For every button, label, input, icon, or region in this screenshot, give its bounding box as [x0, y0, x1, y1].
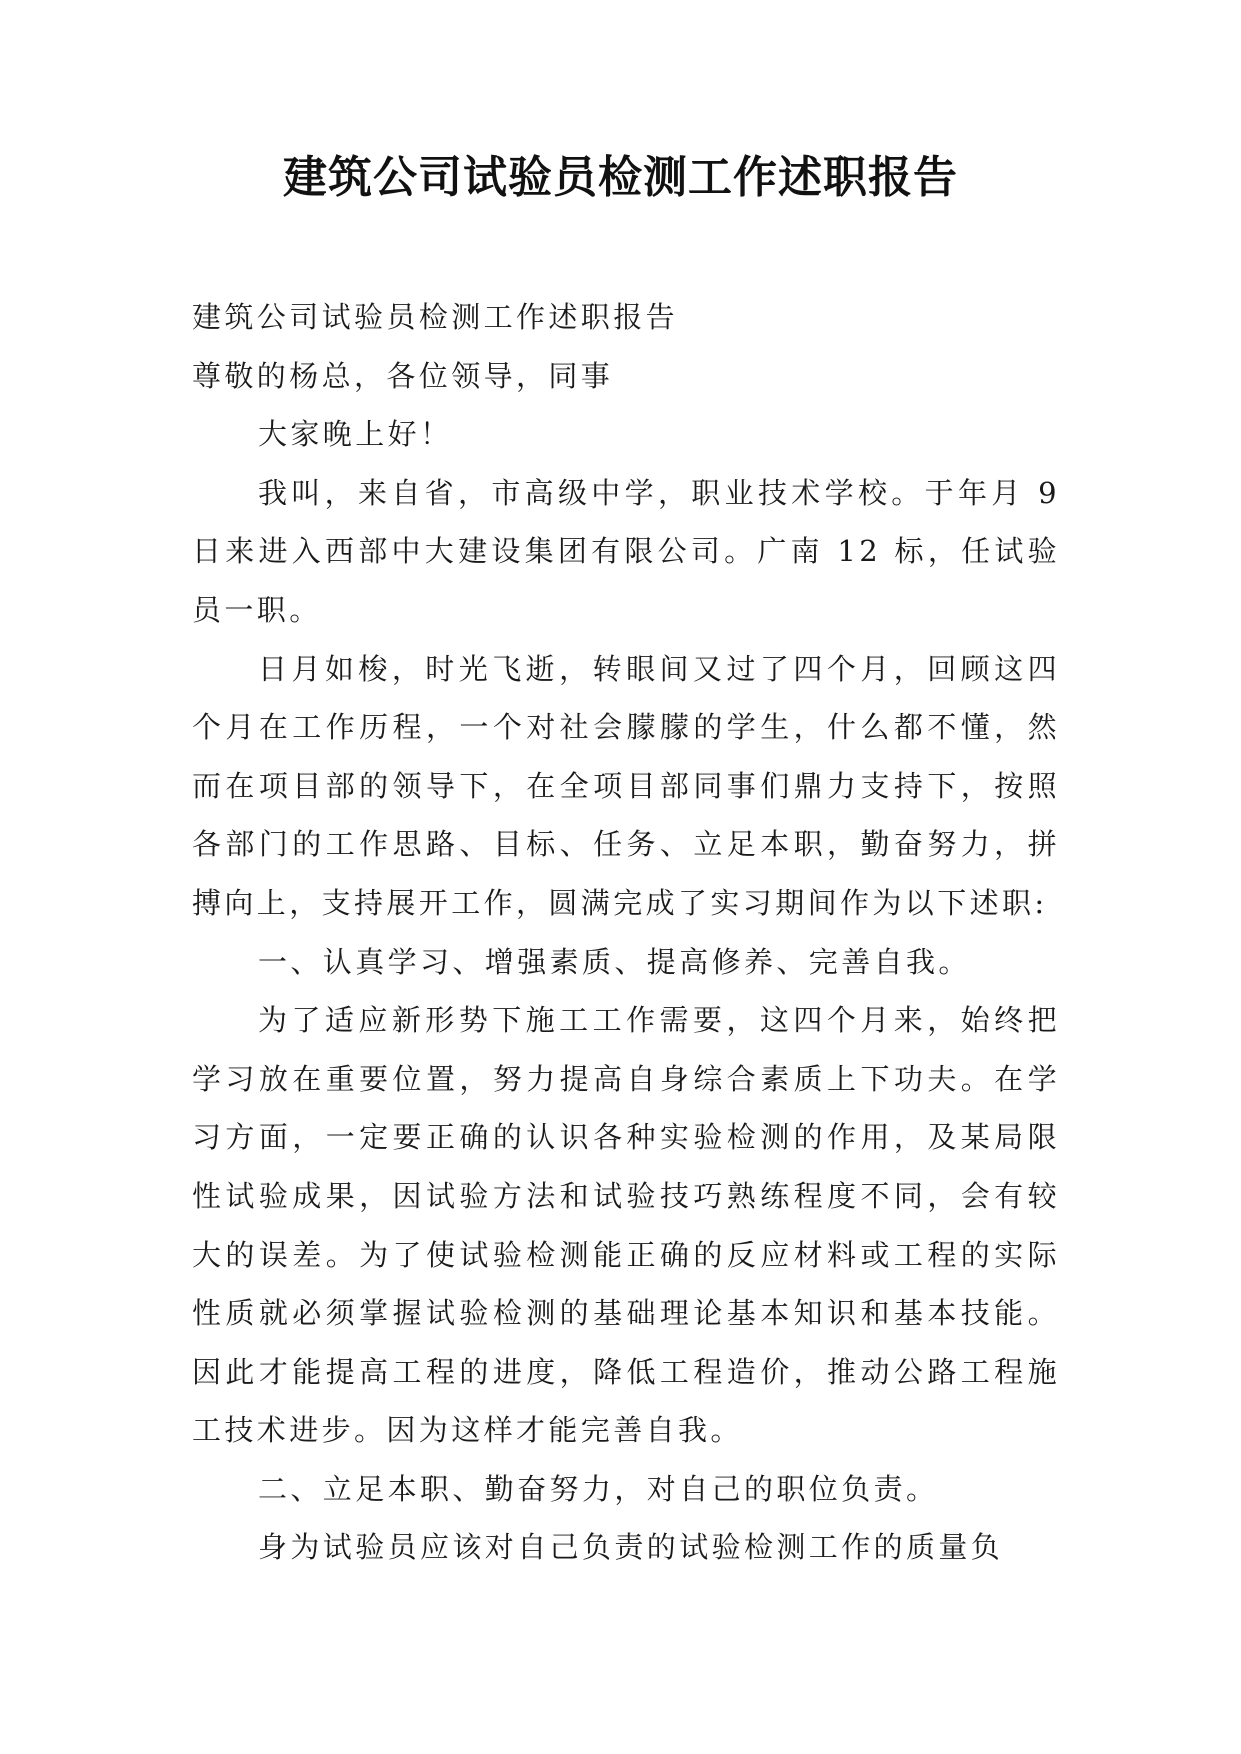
paragraph: 为了适应新形势下施工工作需要，这四个月来，始终把学习放在重要位置，努力提高自身综合素质上下功夫。在学习方面，一定要正确的认识各种实验检测的作用，及某局限性试验成果，因试验方法和试验技巧熟练程度不同，会有较大的误差。为了使试验检测能正确的反应材料或工程的实际性质就必须掌握试验检测的基础理论基本知识和基本技能。因此才能提高工程的进度，降低工程造价，推动公路工程施工技术进步。因为这样才能完善自我。: [192, 1003, 1060, 1448]
paragraph: 身为试验员应该对自己负责的试验检测工作的质量负: [258, 1530, 1004, 1565]
paragraph: 二、立足本职、勤奋努力，对自己的职位负责。: [258, 1471, 939, 1506]
document-body: [192, 288, 1060, 1577]
document-title: 建筑公司试验员检测工作述职报告: [283, 152, 958, 203]
paragraph: 建筑公司试验员检测工作述职报告: [192, 300, 679, 334]
paragraph: 我叫，来自省，市高级中学，职业技术学校。于年月 9 日来进入西部中大建设集团有限公司。广南 12 标，任试验员一职。: [192, 475, 1060, 627]
paragraph: 一、认真学习、增强素质、提高修养、完善自我。: [258, 944, 971, 979]
paragraph: 日月如梭，时光飞逝，转眼间又过了四个月，回顾这四个月在工作历程，一个对社会朦朦的学生，什么都不懂，然而在项目部的领导下，在全项目部同事们鼎力支持下，按照各部门的工作思路、目标、任务、立足本职，勤奋努力，拼搏向上，支持展开工作，圆满完成了实习期间作为以下述职:: [192, 651, 1060, 920]
paragraph: 大家晚上好！: [258, 417, 453, 452]
paragraph: 尊敬的杨总，各位领导，同事: [192, 358, 614, 393]
